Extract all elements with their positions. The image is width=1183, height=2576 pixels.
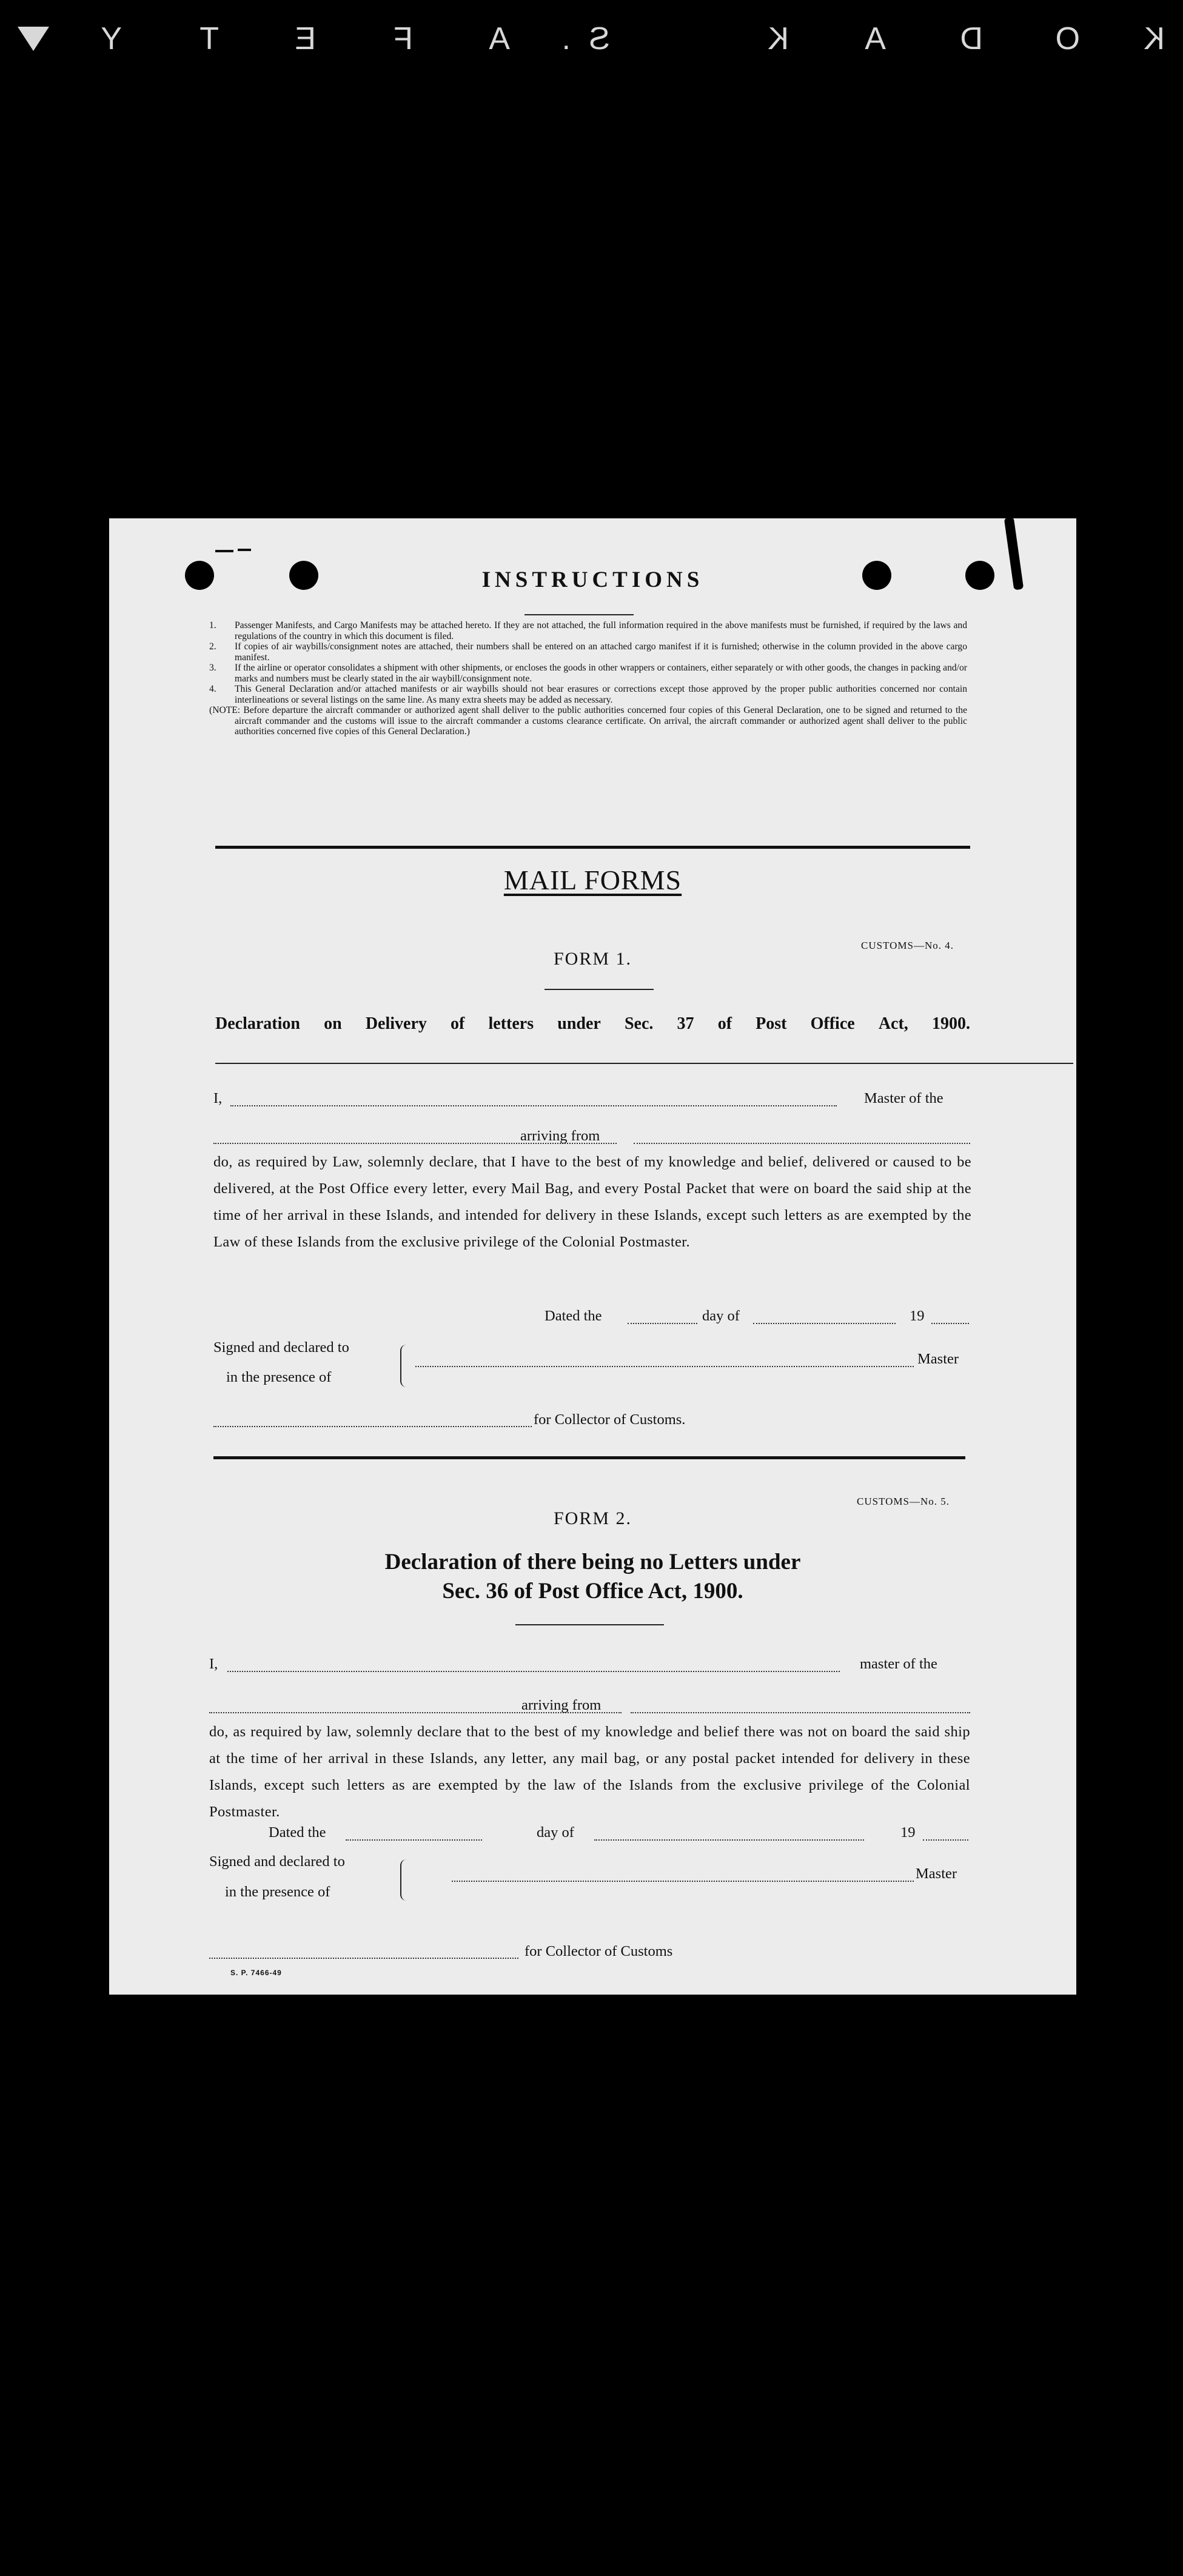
form1-master-label: Master bbox=[917, 1351, 959, 1367]
form1-label: FORM 1. bbox=[553, 949, 632, 969]
form1-heading-word: 1900. bbox=[931, 1014, 970, 1033]
instruction-text: If the airline or operator consolidates a shipment with other shipments, or encloses the goods in other wrappers or containers, either separately or with other goods, the changes in packing and/or marks and numbers must be clearly stated in the air waybill/consignment note. bbox=[235, 663, 967, 684]
form1-heading-word: of bbox=[451, 1014, 465, 1033]
film-edge-letter: O bbox=[1055, 21, 1080, 56]
form1-year-label: 19 bbox=[910, 1308, 925, 1324]
instruction-item bbox=[209, 641, 967, 663]
film-edge-letter: F bbox=[394, 21, 413, 56]
form2-brace bbox=[400, 1859, 410, 1901]
form1-line1-prefix: I, bbox=[213, 1090, 223, 1106]
form1-heading bbox=[215, 1014, 970, 1034]
form1-origin-field[interactable] bbox=[634, 1143, 970, 1144]
scratch-mark bbox=[238, 549, 251, 551]
instruction-item bbox=[209, 684, 967, 705]
form1-master-signature-field[interactable] bbox=[415, 1366, 914, 1367]
film-edge-letter: Y bbox=[101, 21, 122, 56]
form1-date-field[interactable] bbox=[628, 1323, 697, 1324]
form1-label-rule bbox=[545, 989, 654, 990]
instruction-number: 3. bbox=[209, 663, 216, 673]
instruction-text: Passenger Manifests, and Cargo Manifests may be attached hereto. If they are not attached, the full information required in the above manifests must be furnished, if required by the laws and regulations of the country in which this document is filed. bbox=[235, 620, 967, 641]
instructions-list bbox=[209, 620, 967, 737]
form1-heading-word: of bbox=[717, 1014, 732, 1033]
form2-declaration-body: do, as required by law, solemnly declare that to the best of my knowledge and belief there was not on board the said ship at the time of her arrival in these Islands, any letter, any mail bag, or any postal packet intended for delivery in these Islands, except such letters as are exempted by the law of the Islands from the exclusive privilege of the Colonial Postmaster. bbox=[209, 1724, 970, 1820]
form1-signed-label: Signed and declared to bbox=[213, 1339, 349, 1356]
instruction-number: 1. bbox=[209, 620, 216, 631]
form2-collector-signature-field[interactable] bbox=[209, 1958, 518, 1959]
instructions-title: INSTRUCTIONS bbox=[481, 567, 704, 592]
film-edge-letter: E bbox=[295, 21, 316, 56]
form2-collector-label: for Collector of Customs bbox=[524, 1943, 673, 1959]
form2-origin-field[interactable] bbox=[631, 1712, 970, 1713]
form1-dated-label: Dated the bbox=[545, 1308, 602, 1324]
form1-heading-word: under bbox=[557, 1014, 601, 1033]
instruction-text: If copies of air waybills/consignment notes are attached, their numbers shall be entered on an attached cargo manifest if it is furnished; otherwise in the column provided in the above cargo manifest. bbox=[235, 641, 967, 663]
instruction-number: 2. bbox=[209, 641, 216, 652]
film-edge-letter: D bbox=[960, 21, 983, 56]
instructions-rule bbox=[524, 614, 634, 615]
printer-code: S. P. 7466-49 bbox=[230, 1969, 282, 1977]
film-edge-markings bbox=[0, 0, 1183, 67]
form1-name-field[interactable] bbox=[230, 1105, 837, 1106]
instruction-item bbox=[209, 663, 967, 684]
form2-master-signature-field[interactable] bbox=[452, 1881, 914, 1882]
form1-heading-word: 37 bbox=[677, 1014, 694, 1033]
form1-heading-word: Declaration bbox=[215, 1014, 300, 1033]
form1-heading-word: Delivery bbox=[365, 1014, 427, 1033]
form1-declaration-body: do, as required by Law, solemnly declare, that I have to the best of my knowledge and belief, delivered or caused to be delivered, at the Post Office every letter, every Mail Bag, and every Postal Packet that were on board the said ship at the time of her arrival in these Islands, and intended for delivery in these Islands, except such letters as are exempted by the Law of these Islands from the exclusive privilege of the Colonial Postmaster. bbox=[213, 1154, 971, 1250]
form2-day-of-label: day of bbox=[537, 1824, 574, 1841]
form2-customs-tag: CUSTOMS—No. 5. bbox=[857, 1496, 950, 1507]
film-edge-letter: . bbox=[561, 21, 571, 56]
form2-presence-label: in the presence of bbox=[225, 1884, 330, 1900]
form1-year-field[interactable] bbox=[931, 1323, 969, 1324]
form1-heading-word: on bbox=[324, 1014, 342, 1033]
form2-arriving-label: arriving from bbox=[521, 1697, 602, 1713]
form1-line1-suffix: Master of the bbox=[864, 1090, 943, 1106]
instruction-item bbox=[209, 620, 967, 641]
film-edge-triangle-icon bbox=[18, 27, 49, 51]
instruction-number: 4. bbox=[209, 684, 216, 694]
form1-collector-label: for Collector of Customs. bbox=[534, 1411, 686, 1428]
form1-brace bbox=[400, 1345, 410, 1387]
form2-month-field[interactable] bbox=[594, 1839, 864, 1841]
form1-heading-word: Office bbox=[810, 1014, 855, 1033]
form2-title-line2: Sec. 36 of Post Office Act, 1900. bbox=[442, 1579, 743, 1604]
form1-arriving-label: arriving from bbox=[520, 1128, 600, 1144]
film-edge-letter: A bbox=[489, 21, 510, 56]
film-edge-letter: S bbox=[589, 21, 610, 56]
form2-year-field[interactable] bbox=[923, 1839, 968, 1841]
form1-day-of-label: day of bbox=[702, 1308, 740, 1324]
form2-date-field[interactable] bbox=[346, 1839, 482, 1841]
form2-label: FORM 2. bbox=[553, 1508, 632, 1528]
form1-heading-rule bbox=[215, 1063, 1073, 1064]
form2-title-line1: Declaration of there being no Letters under bbox=[384, 1550, 801, 1574]
mail-forms-title: MAIL FORMS bbox=[503, 865, 682, 895]
form2-name-field[interactable] bbox=[227, 1671, 840, 1672]
instruction-text: This General Declaration and/or attached manifests or air waybills should not bear erasures or corrections except those approved by the proper public authorities concerned nor contain interlineations or several listings on the same line. As many extra sheets may be added as necessary. bbox=[235, 684, 967, 705]
document-page bbox=[109, 518, 1076, 1995]
form-divider bbox=[213, 1456, 965, 1459]
form2-dated-label: Dated the bbox=[269, 1824, 326, 1841]
form1-month-field[interactable] bbox=[753, 1323, 896, 1324]
form2-line1-suffix: master of the bbox=[860, 1656, 937, 1672]
instruction-note-text: (NOTE: Before departure the aircraft commander or authorized agent shall deliver to the public authorities concerned four copies of this General Declaration, one to be signed and returned to the aircraft commander and the customs will issue to the aircraft commander a customs clearance certificate. On arrival, the aircraft commander or authorized agent shall deliver to the public authorities concerned five copies of this General Declaration.) bbox=[209, 705, 967, 737]
form2-signed-label: Signed and declared to bbox=[209, 1853, 345, 1870]
form1-collector-signature-field[interactable] bbox=[213, 1426, 532, 1427]
form1-heading-word: Act, bbox=[878, 1014, 908, 1033]
form1-heading-word: Post bbox=[756, 1014, 787, 1033]
form2-title-rule bbox=[515, 1624, 664, 1625]
section-divider bbox=[215, 846, 970, 849]
film-edge-letter: K bbox=[1144, 21, 1165, 56]
form2-master-label: Master bbox=[916, 1865, 957, 1882]
form2-year-label: 19 bbox=[900, 1824, 916, 1841]
scratch-mark bbox=[215, 550, 233, 552]
form1-presence-label: in the presence of bbox=[226, 1369, 332, 1385]
instruction-note bbox=[209, 705, 967, 737]
film-edge-letter: T bbox=[199, 21, 219, 56]
form1-customs-tag: CUSTOMS—No. 4. bbox=[861, 940, 954, 951]
form1-heading-word: Sec. bbox=[624, 1014, 654, 1033]
form2-line1-prefix: I, bbox=[209, 1656, 218, 1672]
film-edge-letter: A bbox=[865, 21, 886, 56]
form1-heading-word: letters bbox=[488, 1014, 534, 1033]
film-edge-letter: K bbox=[768, 21, 789, 56]
